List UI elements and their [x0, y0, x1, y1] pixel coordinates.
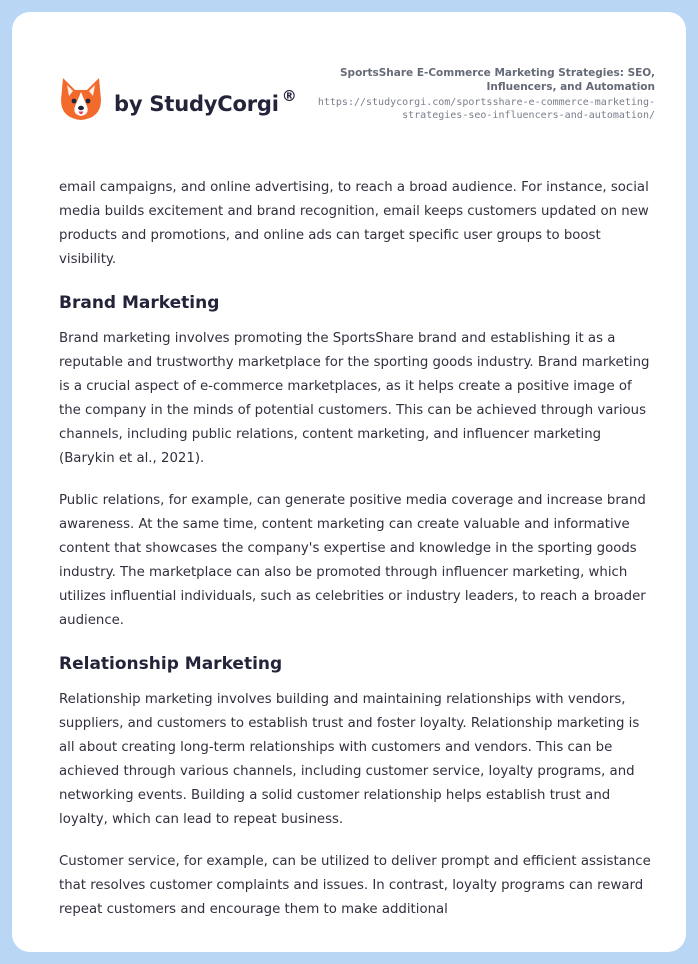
section-heading-brand-marketing: Brand Marketing	[59, 293, 220, 313]
document-title: SportsShare E-Commerce Marketing Strategies: SEO, Influencers, and Automation	[340, 67, 655, 93]
registered-mark: ®	[281, 87, 297, 105]
article-body	[59, 176, 654, 940]
studycorgi-logo[interactable]	[60, 76, 297, 122]
brand-label: by StudyCorgi	[114, 92, 279, 116]
corgi-head-logo-icon	[60, 76, 102, 122]
brand-name	[114, 87, 297, 116]
section-heading-relationship-marketing: Relationship Marketing	[59, 654, 283, 674]
document-card	[12, 12, 686, 952]
paragraph: Customer service, for example, can be utilized to deliver prompt and efficient assistance that resolves customer complaints and issues. In contrast, loyalty programs can reward repeat customers and encourage them to make additional	[59, 854, 651, 917]
paragraph: Relationship marketing involves building and maintaining relationships with vendors, suppliers, and customers to establish trust and foster loyalty. Relationship marketing is all about creating long-term relationships with customers and vendors. This can be achieved through various channels, including customer service, loyalty programs, and networking events. Building a solid customer relationship helps establish trust and loyalty, which can lead to repeat business.	[59, 692, 640, 827]
intro-paragraph: email campaigns, and online advertising, to reach a broad audience. For instance, social media builds excitement and brand recognition, email keeps customers updated on new products and promotions, and online ads can target specific user groups to boost visibility.	[59, 180, 649, 267]
paragraph: Brand marketing involves promoting the SportsShare brand and establishing it as a reputable and trustworthy marketplace for the sporting goods industry. Brand marketing is a crucial aspect of e-commerce marketplaces, as it helps create a positive image of the company in the minds of potential customers. This can be achieved through various channels, including public relations, content marketing, and influencer marketing (Barykin et al., 2021).	[59, 331, 650, 466]
document-meta	[315, 66, 655, 122]
paragraph: Public relations, for example, can generate positive media coverage and increase brand awareness. At the same time, content marketing can create valuable and informative content that showcases the company's expertise and knowledge in the sporting goods industry. The marketplace can also be promoted through influencer marketing, which utilizes influential individuals, such as celebrities or industry leaders, to reach a broader audience.	[59, 493, 646, 628]
document-url-link[interactable]: https://studycorgi.com/sportsshare-e-commerce-marketing-strategies-seo-influencers-and-automation/	[317, 97, 655, 121]
